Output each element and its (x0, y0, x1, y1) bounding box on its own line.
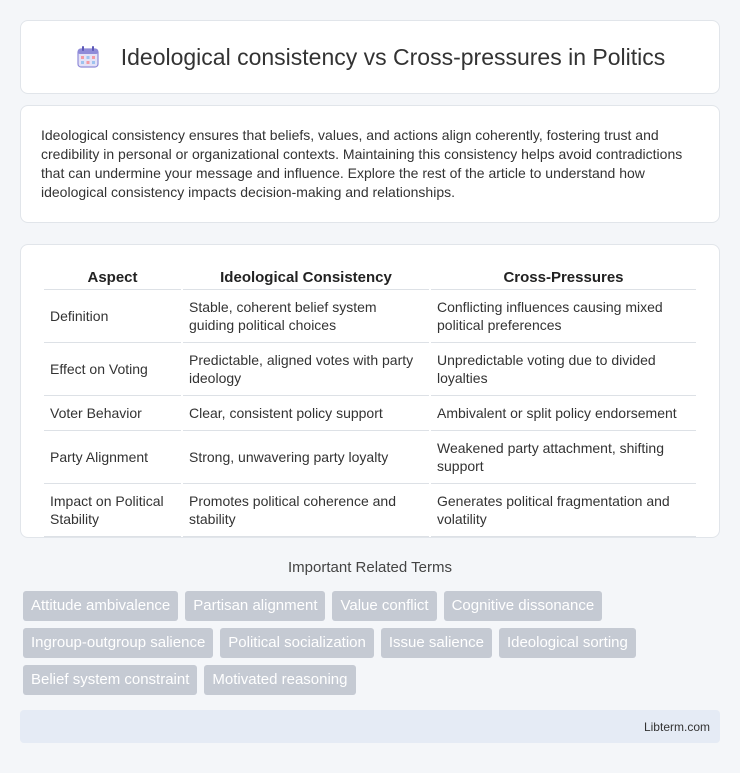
table-cell: Impact on Political Stability (44, 484, 181, 537)
footer-site-link[interactable]: Libterm.com (643, 719, 710, 734)
related-term-tag[interactable]: Ideological sorting (499, 628, 636, 658)
related-term-tag[interactable]: Political socialization (220, 628, 374, 658)
related-terms-list (23, 591, 723, 695)
related-term-tag[interactable]: Motivated reasoning (204, 665, 355, 695)
table-cell: Party Alignment (44, 431, 181, 484)
related-term-tag[interactable]: Issue salience (381, 628, 492, 658)
table-cell: Generates political fragmentation and volatility (431, 484, 696, 537)
intro-card (20, 105, 720, 223)
column-header-aspect: Aspect (44, 265, 181, 290)
calendar-icon (75, 44, 101, 70)
title-card (20, 20, 720, 94)
table-cell: Weakened party attachment, shifting support (431, 431, 696, 484)
related-term-tag[interactable]: Attitude ambivalence (23, 591, 178, 621)
comparison-table (42, 265, 698, 537)
related-term-tag[interactable]: Partisan alignment (185, 591, 325, 621)
table-cell: Effect on Voting (44, 343, 181, 396)
related-term-tag[interactable]: Value conflict (332, 591, 436, 621)
table-cell: Ambivalent or split policy endorsement (431, 396, 696, 431)
table-cell: Definition (44, 290, 181, 343)
table-row (44, 431, 696, 484)
table-row (44, 396, 696, 431)
table-header-row (44, 265, 696, 290)
footer (20, 710, 720, 743)
table-cell: Unpredictable voting due to divided loyalties (431, 343, 696, 396)
related-term-tag[interactable]: Cognitive dissonance (444, 591, 603, 621)
page-title: Ideological consistency vs Cross-pressures in Politics (120, 43, 666, 70)
comparison-card (20, 244, 720, 538)
table-cell: Predictable, aligned votes with party ideology (183, 343, 429, 396)
related-term-tag[interactable]: Ingroup-outgroup salience (23, 628, 213, 658)
table-cell: Stable, coherent belief system guiding political choices (183, 290, 429, 343)
table-row (44, 343, 696, 396)
table-cell: Voter Behavior (44, 396, 181, 431)
table-row (44, 484, 696, 537)
column-header-cross-pressures: Cross-Pressures (431, 265, 696, 290)
table-cell: Promotes political coherence and stability (183, 484, 429, 537)
table-cell: Strong, unwavering party loyalty (183, 431, 429, 484)
table-cell: Clear, consistent policy support (183, 396, 429, 431)
table-row (44, 290, 696, 343)
related-term-tag[interactable]: Belief system constraint (23, 665, 197, 695)
column-header-ideological-consistency: Ideological Consistency (183, 265, 429, 290)
table-cell: Conflicting influences causing mixed political preferences (431, 290, 696, 343)
related-terms-heading: Important Related Terms (288, 559, 452, 576)
intro-paragraph: Ideological consistency ensures that beliefs, values, and actions align coherently, fostering trust and credibility in personal or organizational contexts. Maintaining this consistency helps avoid contradictions that can undermine your message and influence. Explore the rest of the article to understand how ideological consistency impacts decision-making and relationships. (41, 127, 683, 200)
